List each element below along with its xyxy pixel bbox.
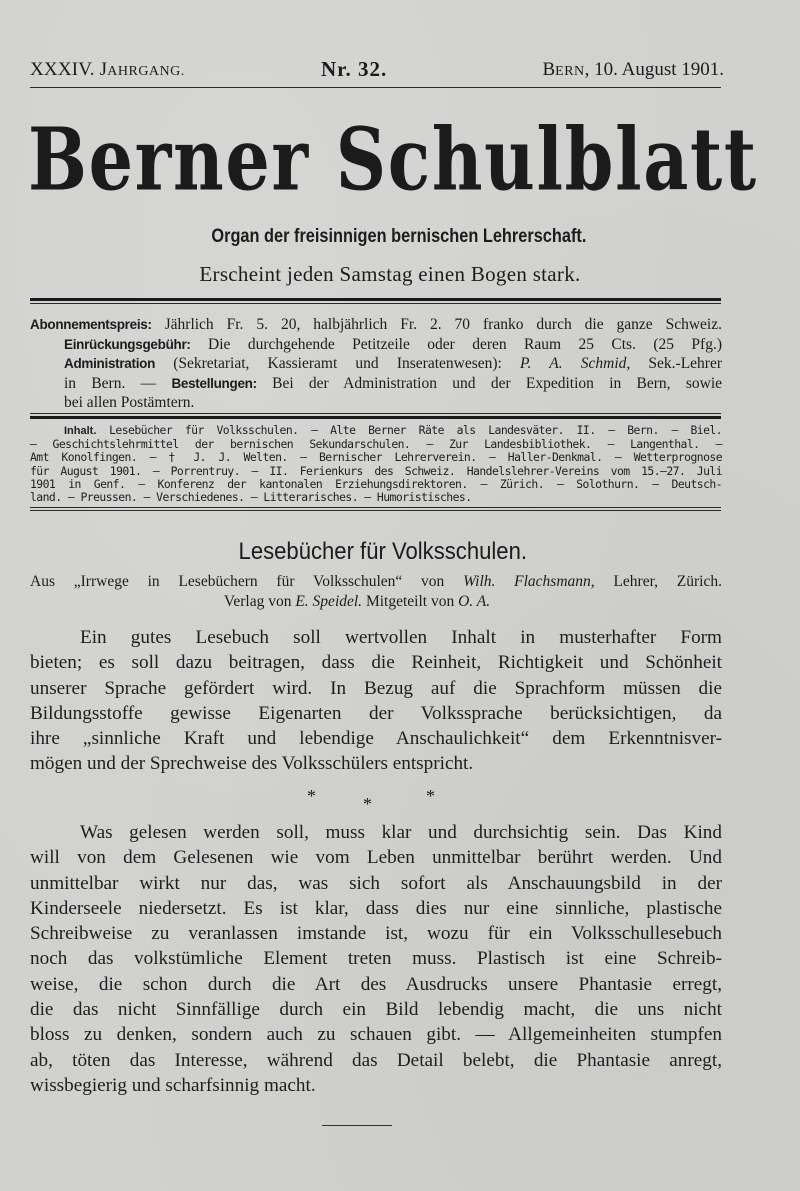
issue-number: Nr. 32. <box>321 57 388 81</box>
masthead-subtitle: Organ der freisinnigen bernischen Lehrerschaft. <box>211 226 587 247</box>
insertion-fee-text: Die durchgehende Petitzeile oder deren Raum 25 Cts. (25 Pfg.) <box>190 335 722 353</box>
contents-line: land. — Preussen. — Verschiedenes. — Litterarisches. — Humoristisches. <box>30 490 472 505</box>
contents-line: — Geschichtslehrmittel der bernischen Sekundarschulen. — Zur Landesbibliothek. — Langenthal. — <box>30 437 722 452</box>
text-line: bieten; es soll dazu beitragen, dass die Reinheit, Richtigkeit und Schönheit <box>30 652 722 674</box>
text-line: wissbegierig und scharfsinnig macht. <box>30 1074 316 1096</box>
communicated-by: O. A. <box>458 593 491 610</box>
administration-line <box>30 354 722 374</box>
asterisk: * <box>363 794 372 814</box>
contents-label: Inhalt. <box>64 425 97 437</box>
text-line: Bildungsstoffe gewisse Eigenarten der Volkssprache berücksichtigen, da <box>30 702 722 724</box>
article-title <box>30 538 766 566</box>
orders-text: Bei der Administration und der Expedition in Bern, sowie <box>256 374 722 392</box>
text-line: mögen und der Sprechweise des Volksschülers entspricht. <box>30 753 474 775</box>
issue-date <box>542 58 724 84</box>
administration-text: (Sekretariat, Kassieramt und Inseratenwesen): <box>155 355 521 372</box>
publisher-prefix: Verlag von <box>223 593 296 610</box>
volume-smallcaps: AHRGANG. <box>107 64 185 79</box>
subscription-price-line <box>30 315 722 335</box>
insertion-fee-label: Einrückungsgebühr: <box>64 336 191 352</box>
article-publisher-line <box>11 592 703 612</box>
post-offices-line: bei allen Postämtern. <box>64 394 195 411</box>
frequency-text: Erscheint jeden Samstag einen Bogen stark. <box>199 262 581 286</box>
communicated-prefix: Mitgeteilt von <box>362 593 459 610</box>
place-smallcaps: ERN <box>555 64 585 79</box>
issue-header <box>30 58 724 82</box>
contents-bottom-divider <box>30 507 721 511</box>
article-source <box>30 572 722 612</box>
text-line: weise, die schon durch die Art des Ausdrucks unsere Phantasie erregt, <box>30 973 722 995</box>
administration-person: P. A. Schmid, <box>520 355 631 372</box>
source-author: Wilh. Flachsmann, <box>463 573 595 590</box>
contents-text: Lesebücher für Volksschulen. — Alte Berner Räte als Landesväter. II. — Bern. — Biel. <box>96 423 722 437</box>
publication-frequency <box>0 262 800 287</box>
subscription-price-label: Abonnementspreis: <box>30 317 152 332</box>
article-paragraph-2 <box>30 820 722 1098</box>
masthead-title: Berner Schulblatt <box>28 108 758 211</box>
administration-role: Sek.-Lehrer <box>630 355 722 372</box>
text-line: ab, töten das Interesse, während das Detail belebt, die Phantasie anregt, <box>30 1049 722 1071</box>
date-text: , 10. August 1901. <box>584 59 724 80</box>
article-end-rule <box>322 1125 392 1126</box>
text-line: bloss zu denken, sondern auch zu schauen gibt. — Allgemeinheiten stumpfen <box>30 1024 722 1046</box>
orders-prefix: in Bern. — <box>64 374 172 392</box>
insertion-fee-line <box>30 335 722 355</box>
article-paragraph-1 <box>30 625 722 777</box>
section-separator <box>0 786 800 816</box>
text-line: ihre „sinnliche Kraft und lebendige Anschaulichkeit“ dem Erkenntnisver- <box>30 728 722 750</box>
text-line: Ein gutes Lesebuch soll wertvollen Inhalt in musterhafter Form <box>80 627 722 648</box>
text-line: will von dem Gelesenen wie vom Leben unmittelbar berührt werden. Und <box>30 847 722 869</box>
contents-line: 1901 in Genf. — Konferenz der kantonalen Erziehungsdirektoren. — Zürich. — Solothurn. — Deutsch- <box>30 476 722 491</box>
text-line: unmittelbar wirkt nur das, was sich sofort als Anschauungsbild in der <box>30 872 722 894</box>
publisher-name: E. Speidel. <box>295 593 363 610</box>
source-suffix: Lehrer, Zürich. <box>594 573 722 590</box>
subscription-info <box>30 315 722 413</box>
volume-prefix: XXXIV. J <box>30 59 108 80</box>
asterisk: * <box>426 786 435 806</box>
text-line: Schreibweise zu veranlassen imstande ist, wozu für ein Volksschullesebuch <box>30 923 722 945</box>
orders-line <box>30 374 722 394</box>
volume-label <box>30 58 185 84</box>
header-rule <box>30 87 721 88</box>
source-prefix: Aus „Irrwege in Lesebüchern für Volksschulen“ von <box>30 573 464 590</box>
masthead-divider <box>30 298 721 304</box>
administration-label: Administration <box>64 356 156 371</box>
text-line: die das nicht Sinnfällige durch ein Bild lebendig macht, die uns nicht <box>30 999 722 1021</box>
contents-top-divider <box>30 413 721 419</box>
article-title-text: Lesebücher für Volksschulen. <box>238 538 527 565</box>
table-of-contents <box>30 424 722 504</box>
orders-label: Bestellungen: <box>171 375 257 391</box>
contents-line: für August 1901. — Porrentruy. — II. Ferienkurs des Schweiz. Handelslehrer-Vereins vom 15.—27. Juli <box>30 463 722 478</box>
asterisk: * <box>307 786 316 806</box>
subscription-price-text: Jährlich Fr. 5. 20, halbjährlich Fr. 2. 70 franko durch die ganze Schweiz. <box>151 316 722 333</box>
place-initial: B <box>542 59 556 80</box>
text-line: Was gelesen werden soll, muss klar und durchsichtig sein. Das Kind <box>80 822 722 843</box>
contents-line: Amt Konolfingen. — † J. J. Welten. — Bernischer Lehrerverein. — Haller-Denkmal. — Wetterprognose <box>30 450 722 465</box>
contents-line <box>30 424 722 438</box>
text-line: unserer Sprache gefördert wird. In Bezug auf die Sprachform müssen die <box>30 677 722 699</box>
article-source-line <box>30 572 722 592</box>
text-line: noch das volkstümliche Element treten muss. Plastisch ist eine Schreib- <box>30 948 722 970</box>
text-line: Kinderseele niedersetzt. Es ist klar, dass dies nur eine sinnliche, plastische <box>30 897 722 919</box>
